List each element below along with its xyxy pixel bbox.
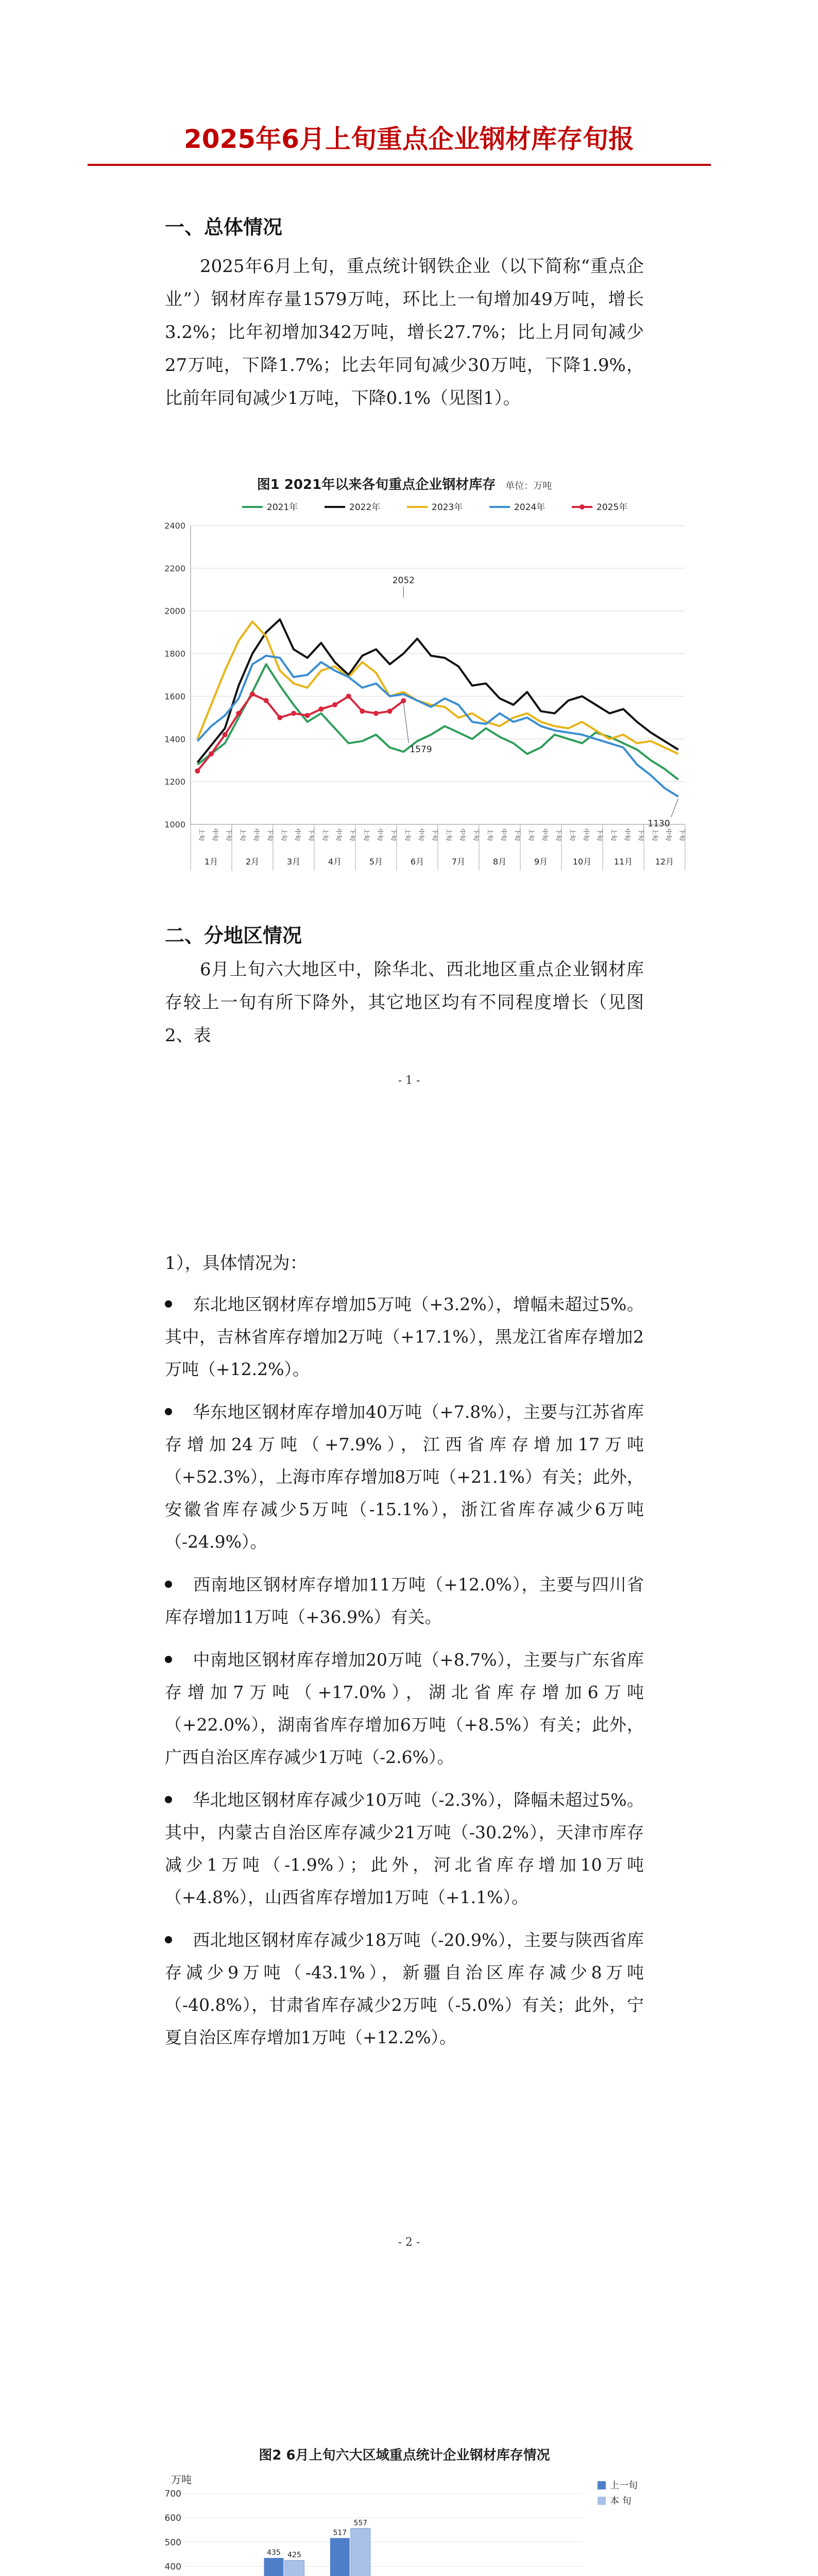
xtick-label: 下旬 <box>472 828 480 841</box>
xtick-label: 上旬 <box>363 828 370 841</box>
xtick-label: 中旬 <box>541 828 549 841</box>
xtick-label: 中旬 <box>500 828 507 841</box>
xtick-label: 下旬 <box>596 828 604 841</box>
annotation-label: 1130 <box>647 819 670 829</box>
month-label: 7月 <box>451 857 466 867</box>
data-point <box>332 702 337 707</box>
bullet-northwest: 西北地区钢材库存减少18万吨（-20.9%），主要与陕西省库存减少9万吨（-43.1%），新疆自治区库存减少8万吨（-40.8%），甘肃省库存减少2万吨（-5.0%）有关；此外，宁夏自治区库存增加1万吨（+12.2%）。 <box>165 1930 644 2047</box>
legend-label: 本 旬 <box>610 2496 632 2506</box>
xtick-label: 下旬 <box>555 828 563 841</box>
bullet-dot <box>165 1796 172 1803</box>
series-line <box>197 619 678 762</box>
series-line <box>197 621 678 754</box>
figure2-bar-labels <box>201 2519 566 2576</box>
bar <box>330 2538 350 2576</box>
month-label: 10月 <box>572 857 592 867</box>
month-label: 4月 <box>328 857 342 867</box>
month-label: 5月 <box>369 857 383 867</box>
legend-label: 2024年 <box>514 502 546 513</box>
figure2-grid <box>165 2489 582 2576</box>
legend-swatch <box>598 2481 606 2489</box>
annotation-label: 2052 <box>392 575 415 586</box>
section2-intro-continued: 1），具体情况为： <box>165 1253 308 1274</box>
bullet-north: 华北地区钢材库存减少10万吨（-2.3%），降幅未超过5%。其中，内蒙古自治区库存减少21万吨（-30.2%），天津市库存减少1万吨（-1.9%）；此外，河北省库存增加10万吨（+4.8%），山西省库存增加1万吨（+1.1%）。 <box>165 1790 644 1907</box>
month-label: 1月 <box>204 857 218 867</box>
figure1-lines <box>195 619 678 796</box>
ytick-label: 2000 <box>164 606 185 616</box>
month-label: 2月 <box>245 857 260 867</box>
xtick-label: 上旬 <box>569 828 576 841</box>
xtick-label: 下旬 <box>266 828 274 841</box>
xtick-label: 中旬 <box>624 828 631 841</box>
section2-heading: 二、分地区情况 <box>165 924 302 947</box>
bar-value-label: 425 <box>287 2551 301 2560</box>
series-line <box>197 656 678 796</box>
data-point <box>264 698 269 703</box>
month-label: 3月 <box>286 857 301 867</box>
xtick-label: 中旬 <box>665 828 672 841</box>
xtick-label: 中旬 <box>253 828 260 841</box>
xtick-label: 上旬 <box>280 828 288 841</box>
data-point <box>360 708 365 714</box>
xtick-label: 上旬 <box>404 828 412 841</box>
figure2-unit: 万吨 <box>171 2473 192 2486</box>
xtick-label: 中旬 <box>335 828 343 841</box>
figure1-legend <box>242 502 627 513</box>
series-line <box>197 664 678 779</box>
data-point <box>250 691 255 697</box>
data-point <box>209 751 214 756</box>
section1-heading: 一、总体情况 <box>165 216 283 239</box>
ytick-label: 400 <box>164 2562 181 2572</box>
legend-label: 2022年 <box>349 502 381 513</box>
xtick-label: 上旬 <box>321 828 329 841</box>
data-point <box>387 708 393 714</box>
figure1-title: 图1 2021年以来各旬重点企业钢材库存 <box>257 477 496 493</box>
xtick-label: 上旬 <box>651 828 659 841</box>
data-point <box>373 711 379 716</box>
ytick-label: 700 <box>164 2489 181 2499</box>
ytick-label: 1000 <box>164 820 185 829</box>
bullet-dot <box>165 1581 172 1588</box>
legend-marker <box>580 504 585 510</box>
bullet-dot <box>165 1300 172 1308</box>
data-point <box>223 732 228 737</box>
data-point <box>305 713 310 718</box>
xtick-label: 下旬 <box>431 828 439 841</box>
xtick-label: 上旬 <box>610 828 618 841</box>
xtick-label: 上旬 <box>239 828 247 841</box>
ytick-label: 1200 <box>164 777 185 787</box>
xtick-label: 上旬 <box>486 828 494 841</box>
xtick-label: 中旬 <box>459 828 466 841</box>
bar-value-label: 517 <box>333 2529 347 2537</box>
data-point <box>318 706 323 711</box>
figure2-title: 图2 6月上旬六大区域重点统计企业钢材库存情况 <box>259 2448 550 2463</box>
xtick-label: 下旬 <box>637 828 645 841</box>
ytick-label: 1800 <box>164 649 185 659</box>
legend-swatch <box>598 2497 606 2505</box>
xtick-label: 中旬 <box>294 828 301 841</box>
xtick-label: 中旬 <box>377 828 384 841</box>
bar <box>285 2561 304 2576</box>
report-title: 2025年6月上旬重点企业钢材库存旬报 <box>184 124 634 154</box>
legend-label: 2025年 <box>597 502 628 513</box>
region-bullet-list <box>165 1288 644 2054</box>
data-point <box>236 711 241 716</box>
annotation-leader <box>671 799 678 817</box>
legend-label: 2021年 <box>267 502 298 513</box>
xtick-label: 下旬 <box>225 828 233 841</box>
page-number-1: - 1 - <box>398 1074 420 1087</box>
bullet-central-south: 中南地区钢材库存增加20万吨（+8.7%），主要与广东省库存增加7万吨（+17.0%），湖北省库存增加6万吨（+22.0%），湖南省库存增加6万吨（+8.5%）有关；此外，广西自治区库存减少1万吨（-2.6%）。 <box>165 1650 644 1767</box>
bullet-dot <box>165 1936 172 1943</box>
bullet-northeast: 东北地区钢材库存增加5万吨（+3.2%），增幅未超过5%。其中，吉林省库存增加2万吨（+17.1%），黑龙江省库存增加2万吨（+12.2%）。 <box>165 1294 644 1379</box>
figure1-xticks <box>191 824 687 871</box>
legend-label: 2023年 <box>432 502 463 513</box>
data-point <box>346 693 351 699</box>
data-point <box>195 768 200 773</box>
figure1-unit: 单位：万吨 <box>505 481 552 492</box>
ytick-label: 500 <box>164 2537 181 2548</box>
xtick-label: 下旬 <box>308 828 315 841</box>
ytick-label: 2200 <box>164 563 185 573</box>
title-rule <box>88 164 711 166</box>
legend-label: 上一旬 <box>610 2480 638 2491</box>
figure2-title-row <box>165 2445 644 2464</box>
figure2-chart <box>155 2468 685 2576</box>
xtick-label: 中旬 <box>583 828 590 841</box>
annotation-label: 1579 <box>410 744 432 755</box>
xtick-label: 下旬 <box>678 828 686 841</box>
bullet-east: 华东地区钢材库存增加40万吨（+7.8%），主要与江苏省库存增加24万吨（+7.9%），江西省库存增加17万吨（+52.3%），上海市库存增加8万吨（+21.1%）有关；此外，安徽省库存减少5万吨（-15.1%），浙江省库存减少6万吨（-24.9%）。 <box>165 1402 644 1552</box>
bullet-dot <box>165 1408 172 1415</box>
section2-intro: 6月上旬六大地区中，除华北、西北地区重点企业钢材库存较上一旬有所下降外，其它地区均有不同程度增长（见图2、表 <box>165 959 644 1046</box>
ytick-label: 1400 <box>164 734 185 744</box>
bar-value-label: 557 <box>353 2519 368 2528</box>
figure1-title-row <box>165 474 644 493</box>
data-point <box>277 715 282 720</box>
figure1-yticks <box>164 521 185 829</box>
xtick-label: 上旬 <box>198 828 206 841</box>
month-label: 9月 <box>534 857 548 867</box>
series-line <box>197 694 403 771</box>
ytick-label: 600 <box>164 2513 181 2524</box>
bar <box>264 2558 284 2576</box>
xtick-label: 中旬 <box>418 828 425 841</box>
month-label: 6月 <box>410 857 424 867</box>
data-point <box>291 711 296 716</box>
month-label: 8月 <box>492 857 507 867</box>
xtick-label: 下旬 <box>390 828 398 841</box>
figure1-chart <box>155 495 695 907</box>
bullet-dot <box>165 1656 172 1663</box>
xtick-label: 上旬 <box>445 828 453 841</box>
month-label: 11月 <box>614 857 633 867</box>
figure1-grid <box>191 526 685 824</box>
bar <box>351 2528 370 2576</box>
xtick-label: 下旬 <box>349 828 356 841</box>
xtick-label: 中旬 <box>212 828 219 841</box>
xtick-label: 下旬 <box>514 828 521 841</box>
ytick-label: 2400 <box>164 521 185 531</box>
page-number-2: - 2 - <box>398 2236 420 2249</box>
ytick-label: 1600 <box>164 691 185 702</box>
annotation-leader <box>403 703 408 743</box>
figure2-bars <box>198 2528 569 2576</box>
bullet-southwest: 西南地区钢材库存增加11万吨（+12.0%），主要与四川省库存增加11万吨（+36.9%）有关。 <box>165 1574 644 1627</box>
bar-value-label: 435 <box>267 2548 281 2557</box>
data-point <box>401 698 406 703</box>
xtick-label: 上旬 <box>527 828 535 841</box>
figure2-legend <box>598 2480 638 2506</box>
section1-paragraph: 2025年6月上旬，重点统计钢铁企业（以下简称“重点企业”）钢材库存量1579万吨，环比上一旬增加49万吨，增长3.2%；比年初增加342万吨，增长27.7%；比上月同旬减少27万吨，下降1.7%；比去年同旬减少30万吨，下降1.9%，比前年同旬减少1万吨，下降0.1%（见图1）。 <box>165 256 644 409</box>
month-label: 12月 <box>655 857 674 867</box>
